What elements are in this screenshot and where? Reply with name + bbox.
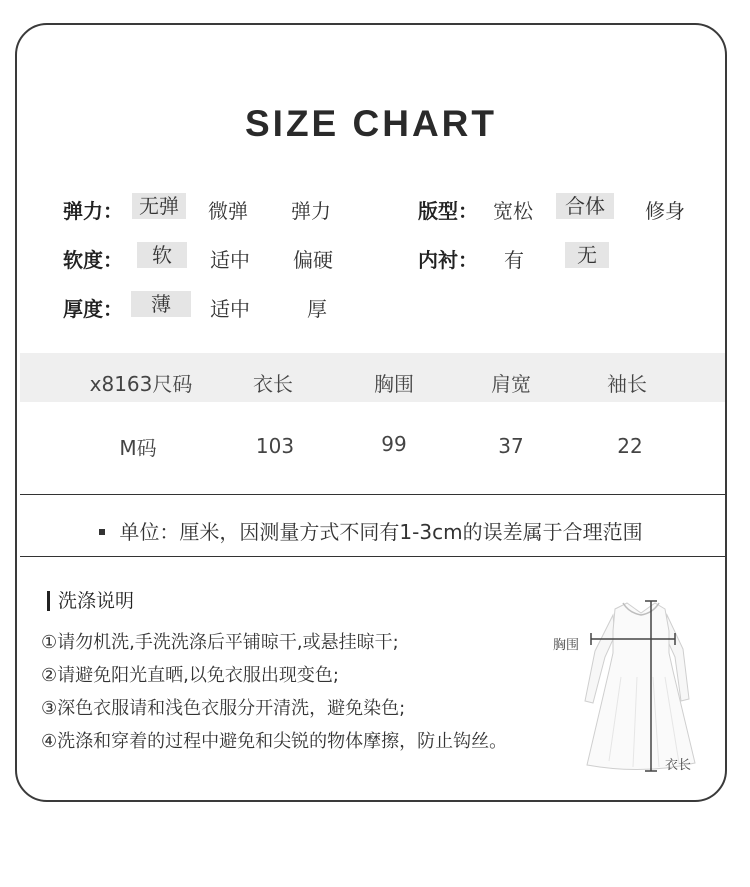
chest-label: 胸围: [553, 638, 580, 653]
fit-option: 修身: [645, 199, 685, 223]
elasticity-option: 弹力: [291, 199, 331, 223]
length-label: 衣长: [665, 758, 692, 773]
fit-attribute: [418, 195, 478, 224]
fit-option-selected: 合体: [556, 193, 614, 219]
softness-option: 适中: [210, 248, 250, 272]
size-table-cell: M码: [119, 436, 157, 460]
lining-option: 有: [504, 248, 524, 272]
size-table-header-cell: 袖长: [607, 372, 647, 396]
lining-label: 内衬：: [418, 248, 478, 272]
page-title: SIZE CHART: [245, 103, 497, 144]
washing-instruction: ③深色衣服请和浅色衣服分开清洗，避免染色;: [41, 698, 406, 719]
thickness-label: 厚度：: [63, 297, 123, 321]
softness-attribute: [63, 244, 123, 273]
elasticity-option: 微弹: [208, 199, 248, 223]
thickness-option: 适中: [210, 297, 250, 321]
size-chart-card: [15, 23, 727, 802]
dress-measurement-diagram: [565, 591, 725, 781]
size-table-header-cell: x8163尺码: [89, 372, 193, 396]
size-table-header-cell: 胸围: [374, 372, 414, 396]
divider: [20, 494, 727, 495]
softness-option-selected: 软: [137, 242, 187, 268]
measurement-note: [17, 516, 725, 545]
bullet-icon: [99, 529, 105, 535]
lining-attribute: [418, 244, 478, 273]
size-table-cell: 99: [381, 432, 407, 456]
softness-label: 软度：: [63, 248, 123, 272]
washing-title: 洗涤说明: [47, 591, 134, 611]
lining-option-selected: 无: [565, 242, 609, 268]
thickness-option-selected: 薄: [131, 291, 191, 317]
size-table-cell: 22: [617, 434, 643, 458]
washing-instruction: ①请勿机洗,手洗洗涤后平铺晾干,或悬挂晾干;: [41, 632, 399, 653]
washing-instruction: ④洗涤和穿着的过程中避免和尖锐的物体摩擦，防止钩丝。: [41, 731, 508, 752]
softness-option: 偏硬: [293, 248, 333, 272]
thickness-attribute: [63, 293, 123, 322]
measurement-note-text: 单位：厘米，因测量方式不同有1-3cm的误差属于合理范围: [119, 520, 643, 544]
washing-instruction: ②请避免阳光直晒,以免衣服出现变色;: [41, 665, 339, 686]
elasticity-label: 弹力：: [63, 199, 123, 223]
thickness-option: 厚: [307, 297, 327, 321]
elasticity-attribute: [63, 195, 123, 224]
size-table-header-cell: 衣长: [253, 372, 293, 396]
divider: [20, 556, 727, 557]
size-table-cell: 37: [498, 434, 524, 458]
fit-label: 版型：: [418, 199, 478, 223]
fit-option: 宽松: [493, 199, 533, 223]
size-table-cell: 103: [255, 434, 295, 458]
elasticity-option-selected: 无弹: [132, 193, 186, 219]
size-table-header-cell: 肩宽: [491, 372, 531, 396]
